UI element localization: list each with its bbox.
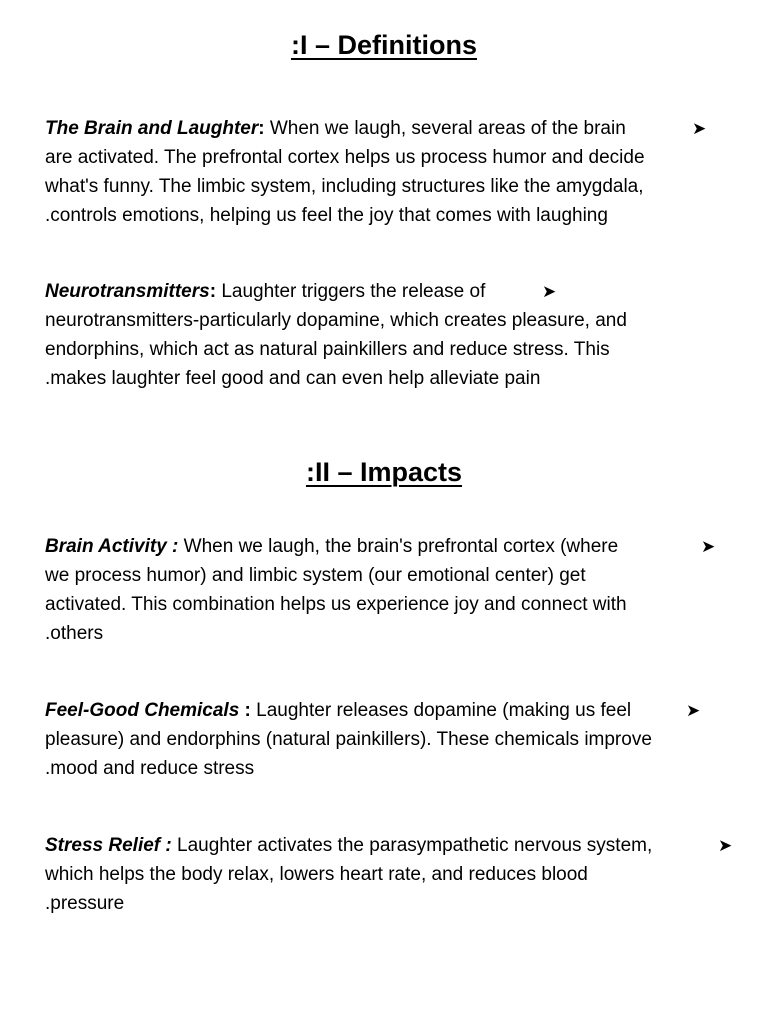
paragraph-line: what's funny. The limbic system, including structures like the amygdala, xyxy=(45,176,644,197)
section-heading-impacts: :II – Impacts xyxy=(305,457,463,487)
term-label: Brain Activity : xyxy=(45,536,179,557)
term-label: Stress Relief : xyxy=(45,835,172,856)
paragraph-line: .controls emotions, helping us feel the joy that comes with laughing xyxy=(45,205,608,226)
first-line-text: Laughter releases dopamine (making us feel xyxy=(250,700,632,721)
first-line-text: When we laugh, the brain's prefrontal cortex (where xyxy=(178,536,619,557)
first-line-text: Laughter triggers the release of xyxy=(216,281,486,302)
term-label: Feel-Good Chemicals xyxy=(45,700,240,721)
paragraph-line: .makes laughter feel good and can even help alleviate pain xyxy=(45,368,541,389)
paragraph-line: .mood and reduce stress xyxy=(45,758,255,779)
first-line-text: Laughter activates the parasympathetic nervous system, xyxy=(171,835,653,856)
first-line-text: When we laugh, several areas of the brain xyxy=(264,118,626,139)
arrow-bullet-icon: ➤ xyxy=(701,537,716,556)
paragraph-brain-and-laughter xyxy=(45,114,745,230)
paragraph-first-line xyxy=(45,831,745,860)
arrow-bullet-icon: ➤ xyxy=(692,119,707,138)
paragraph-line: activated. This combination helps us experience joy and connect with xyxy=(45,594,627,615)
paragraph-stress-relief xyxy=(45,831,745,918)
arrow-bullet-icon: ➤ xyxy=(542,282,557,301)
paragraph-line: which helps the body relax, lowers heart rate, and reduces blood xyxy=(45,864,588,885)
term-colon: : xyxy=(258,118,265,139)
section-heading-definitions: :I – Definitions xyxy=(290,30,477,60)
arrow-bullet-icon: ➤ xyxy=(718,836,733,855)
paragraph-feel-good-chemicals xyxy=(45,696,745,783)
paragraph-first-line xyxy=(45,277,745,306)
paragraph-line: endorphins, which act as natural painkillers and reduce stress. This xyxy=(45,339,610,360)
paragraph-first-line xyxy=(45,696,745,725)
paragraph-line: .others xyxy=(45,623,104,644)
paragraph-line: pleasure) and endorphins (natural painkillers). These chemicals improve xyxy=(45,729,652,750)
term-label: The Brain and Laughter xyxy=(45,118,259,139)
paragraph-neurotransmitters xyxy=(45,277,745,393)
paragraph-line: we process humor) and limbic system (our emotional center) get xyxy=(45,565,586,586)
arrow-bullet-icon: ➤ xyxy=(686,701,701,720)
term-label: Neurotransmitters xyxy=(45,281,210,302)
term-colon: : xyxy=(209,281,217,302)
paragraph-first-line xyxy=(45,114,745,143)
paragraph-first-line xyxy=(45,532,745,561)
paragraph-line: neurotransmitters-particularly dopamine, which creates pleasure, and xyxy=(45,310,627,331)
term-colon: : xyxy=(239,700,251,721)
paragraph-brain-activity xyxy=(45,532,745,648)
paragraph-line: are activated. The prefrontal cortex helps us process humor and decide xyxy=(45,147,645,168)
paragraph-line: .pressure xyxy=(45,893,125,914)
